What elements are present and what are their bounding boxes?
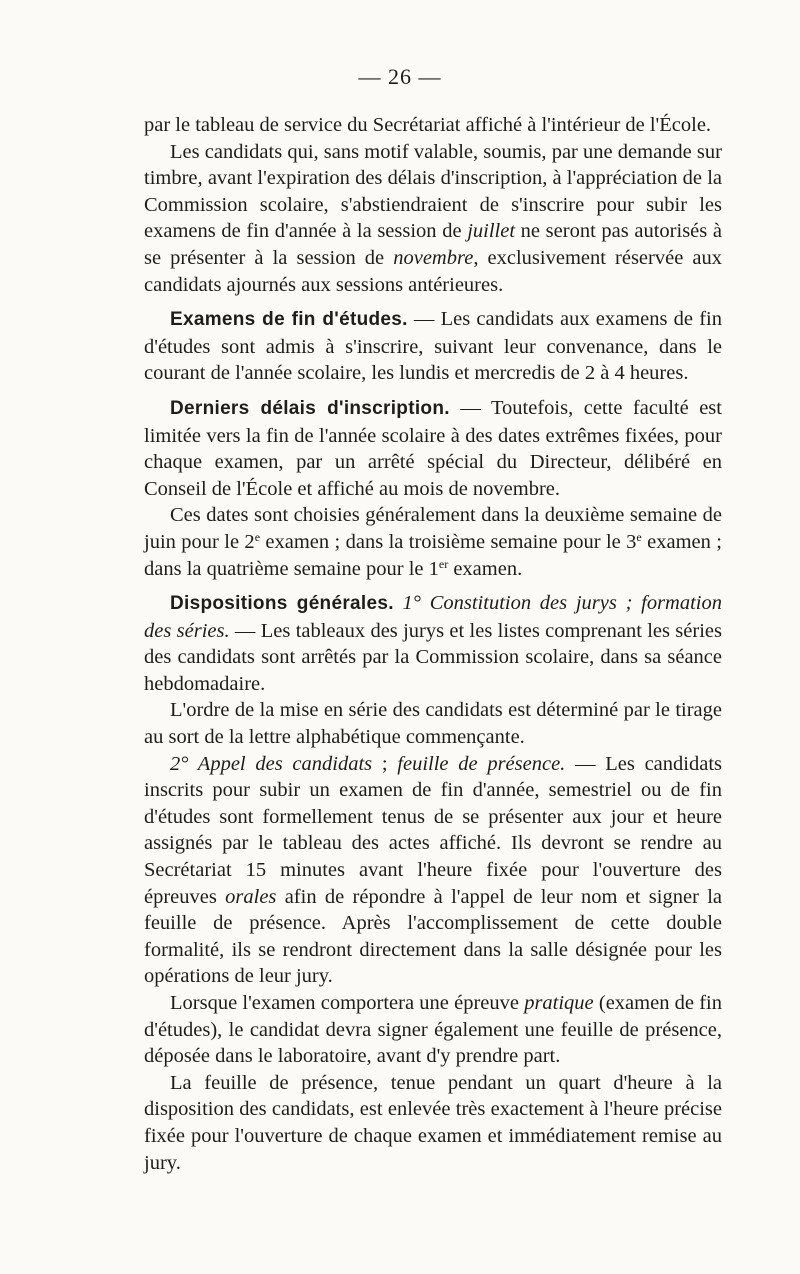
paragraph-text	[394, 592, 403, 614]
paragraph	[144, 697, 722, 750]
paragraph-text: — Toutefois, cette faculté est limitée vers la fin de l'année scolaire à des dates extrêmes fixées, pour chaque examen, par un arrêté spécial du Directeur, délibéré en Conseil de l'École et affiché au mois de novembre.	[144, 396, 722, 500]
paragraph-text: , exclusivement réservée aux candidats ajournés aux sessions antérieures.	[144, 246, 722, 296]
paragraph	[144, 502, 722, 582]
italic-text: juillet	[467, 220, 516, 243]
paragraph-text: — Les candidats inscrits pour subir un examen de fin d'année, semestriel ou de fin d'études sont formellement tenus de se présenter aux jour et heure assignés par le tableau des actes affiché. Ils devront se rendre au Secrétariat 15 minutes avant l'heure fixée pour l'ouverture des épreuves	[144, 752, 722, 908]
superscript: e	[636, 529, 642, 544]
italic-text: novembre	[393, 246, 474, 269]
section-heading: Derniers délais d'inscription.	[170, 397, 450, 419]
paragraph-text: Les candidats qui, sans motif valable, soumis, par une demande sur timbre, avant l'expiration des délais d'inscription, à l'appréciation de la Commission scolaire, s'abstiendraient de s'inscrire pour subir les examens de fin d'année à la session de	[144, 140, 722, 243]
paragraph-text: L'ordre de la mise en série des candidats est déterminé par le tirage au sort de la lettre alphabétique commençante.	[144, 699, 722, 749]
section-heading: Dispositions générales.	[170, 593, 394, 615]
paragraph-text: — Les candidats aux examens de fin d'études sont admis à s'inscrire, suivant leur convenance, dans le courant de l'année scolaire, les lundis et mercredis de 2 à 4 heures.	[144, 308, 722, 385]
italic-text: 1° Constitution des jurys ; formation des séries.	[144, 592, 723, 642]
superscript: er	[438, 556, 449, 571]
paragraph-text: par le tableau de service du Secrétariat affiché à l'intérieur de l'École.	[144, 114, 712, 136]
paragraph	[144, 139, 722, 299]
paragraph	[144, 306, 722, 387]
paragraph-text: (examen de fin d'études), le candidat devra signer également une feuille de présence, déposée dans le laboratoire, avant d'y prendre part.	[144, 992, 722, 1068]
paragraph	[144, 1070, 722, 1176]
italic-text: 2° Appel des candidats	[170, 752, 373, 775]
italic-text: pratique	[524, 992, 594, 1014]
paragraph-text: La feuille de présence, tenue pendant un quart d'heure à la disposition des candidats, est enlevée très exactement à l'heure précise fixée pour l'ouverture de chaque examen et immédiatement remise au jury.	[144, 1071, 722, 1174]
paragraph-text: — Les tableaux des jurys et les listes comprenant les séries des candidats sont arrêtés par la Commission scolaire, dans sa séance hebdomadaire.	[144, 619, 722, 695]
superscript: e	[254, 529, 261, 544]
section-heading: Examens de fin d'études.	[170, 309, 408, 331]
paragraph	[144, 590, 722, 697]
paragraph	[144, 395, 722, 502]
paragraph-text: ;	[372, 752, 398, 775]
paragraph-text: examen ; dans la troisième semaine pour le 3	[260, 530, 637, 553]
paragraph-text: examen ; dans la quatrième semaine pour le 1	[144, 530, 722, 580]
body-text	[144, 112, 722, 1176]
italic-text: feuille de présence.	[397, 752, 566, 775]
paragraph-text: afin de répondre à l'appel de leur nom et signer la feuille de présence. Après l'accomplissement de cette double formalité, ils se rendront directement dans la salle désignée pour les opérations de leur jury.	[144, 885, 722, 988]
paragraph	[144, 751, 722, 990]
italic-text: orales	[225, 885, 277, 908]
paragraph-text: Lorsque l'examen comportera une épreuve	[170, 992, 525, 1014]
page-number: — 26 —	[358, 64, 442, 89]
paragraph-text: examen.	[448, 557, 523, 580]
paragraph-text: Ces dates sont choisies généralement dans la deuxième semaine de juin pour le 2	[144, 504, 722, 553]
paragraph	[144, 990, 722, 1070]
paragraph	[144, 112, 722, 139]
paragraph-text: ne seront pas autorisés à se présenter à la session de	[144, 220, 722, 269]
